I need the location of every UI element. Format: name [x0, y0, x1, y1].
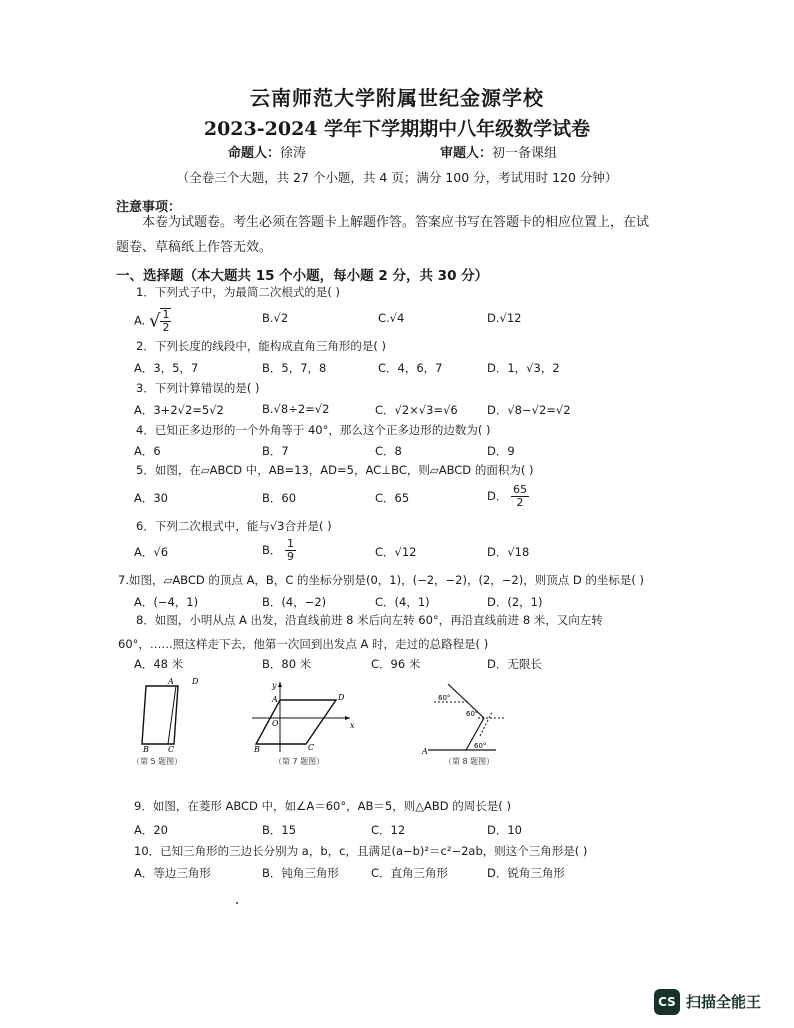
figure-q5	[128, 676, 208, 767]
fig7-label-d: D	[338, 693, 345, 702]
q1-option-c: C.√4	[378, 311, 405, 325]
q7-option-c: C．(4，1)	[375, 595, 430, 609]
q6-option-a: A．√6	[134, 545, 169, 559]
fig8-angle-1: 60°	[438, 694, 451, 702]
q8-option-c: C．96 米	[371, 657, 421, 671]
q6-fraction-denominator: 9	[287, 550, 295, 563]
q8-option-b: B．80 米	[262, 657, 312, 671]
q5-option-b: B．60	[262, 491, 297, 505]
question-10: 10．已知三角形的三边长分别为 a，b，c，且满足(a−b)²＝c²−2ab，则这个三角形是( )	[134, 844, 588, 858]
reviewer-name: 初一备课组	[492, 146, 558, 161]
section-heading: 一、选择题（本大题共 15 个小题，每小题 2 分，共 30 分）	[116, 268, 489, 284]
fig5-label-b: B	[143, 745, 149, 754]
reviewer-line	[440, 142, 557, 161]
question-2: 2．下列长度的线段中，能构成直角三角形的是( )	[136, 339, 386, 353]
q5-fraction-numerator: 65	[513, 483, 528, 496]
question-5: 5．如图，在▱ABCD 中，AB=13，AD=5，AC⊥BC，则▱ABCD 的面积为( )	[136, 463, 534, 477]
fig7-label-a: A	[272, 695, 278, 704]
fig5-caption: （第 5 题图）	[132, 757, 183, 766]
setter-label: 命题人：	[228, 146, 281, 161]
reviewer-label: 审题人：	[440, 146, 493, 161]
question-1: 1．下列式子中，为最简二次根式的是( )	[136, 285, 340, 299]
q3-option-b: B.√8÷2=√2	[262, 402, 330, 416]
q5-fraction-denominator: 2	[516, 496, 524, 509]
q9-option-a: A．20	[134, 823, 169, 837]
q2-option-b: B．5，7，8	[262, 361, 327, 375]
q3-option-a: A．3+2√2=5√2	[134, 403, 224, 417]
q6-option-b	[262, 538, 296, 563]
q1-option-a: A. √ $\frac{1}{2}$	[134, 308, 170, 334]
question-3: 3．下列计算错误的是( )	[136, 381, 260, 395]
question-6: 6．下列二次根式中，能与√3合并是( )	[136, 519, 332, 533]
setter-line	[228, 142, 306, 161]
fig8-label-a: A	[422, 747, 428, 756]
scanner-logo-icon: CS	[654, 989, 680, 1015]
fig5-label-c: C	[168, 745, 175, 754]
q9-option-c: C．12	[371, 823, 406, 837]
q5-option-d	[487, 484, 529, 509]
question-9: 9．如图，在菱形 ABCD 中，如∠A＝60°，AB＝5，则△ABD 的周长是( )	[134, 799, 511, 813]
q3-option-c: C．√2×√3=√6	[375, 403, 458, 417]
figure-q8	[418, 676, 528, 767]
q2-option-c: C．4，6，7	[378, 361, 443, 375]
q1-option-a-label: A.	[134, 313, 146, 328]
q6-option-b-label: B．	[262, 543, 282, 557]
q1-option-a-fraction: $\frac{1}{2}$	[162, 308, 170, 334]
q8-option-d: D．无限长	[487, 657, 542, 671]
q1-option-d: D.√12	[487, 311, 522, 325]
fig8-angle-3: 60°	[474, 742, 487, 750]
school-name: 云南师范大学附属世纪金源学校	[250, 86, 544, 110]
q4-option-b: B．7	[262, 444, 289, 458]
q10-option-c: C．直角三角形	[371, 866, 449, 880]
q4-option-a: A．6	[134, 444, 161, 458]
q6-option-c: C．√12	[375, 545, 417, 559]
fig8-angle-2: 60°	[466, 710, 479, 718]
parallelogram-figure	[128, 676, 208, 756]
fig7-label-c: C	[308, 743, 315, 752]
q8-option-a: A．48 米	[134, 657, 184, 671]
exam-title: 2023-2024 学年下学期期中八年级数学试卷	[203, 118, 591, 140]
fig8-caption: （第 8 题图）	[444, 757, 495, 766]
q6-option-b-fraction	[285, 538, 296, 563]
q9-option-d: D．10	[487, 823, 522, 837]
figure-q7	[250, 676, 360, 767]
q9-option-b: B．15	[262, 823, 297, 837]
fig7-label-b: B	[254, 745, 260, 754]
q2-option-a: A．3，5，7	[134, 361, 199, 375]
walking-path-figure	[418, 676, 528, 756]
scanner-watermark-text: 扫描全能王	[686, 993, 762, 1011]
q10-option-d: D．锐角三角形	[487, 866, 565, 880]
notice-body: 本卷为试题卷。考生必须在答题卡上解题作答。答案应书写在答题卡的相应位置上，在试题卷、草稿纸上作答无效。	[116, 215, 650, 255]
q6-option-d: D．√18	[487, 545, 530, 559]
notice-heading: 注意事项：	[116, 200, 182, 215]
q3-option-d: D．√8−√2=√2	[487, 403, 571, 417]
q5-option-c: C．65	[375, 491, 410, 505]
q5-option-a: A．30	[134, 491, 169, 505]
q4-option-d: D．9	[487, 444, 515, 458]
fig7-label-y: y	[272, 681, 277, 690]
question-7: 7.如图，▱ABCD 的顶点 A，B，C 的坐标分别是(0，1)，(−2，−2)，(2，−2)，则顶点 D 的坐标是( )	[118, 573, 645, 587]
q5-option-d-fraction	[511, 484, 529, 509]
fig7-caption: （第 7 题图）	[274, 757, 325, 766]
setter-name: 徐涛	[280, 146, 307, 161]
q2-option-d: D．1，√3，2	[487, 361, 560, 375]
q1-option-b: B.√2	[262, 311, 289, 325]
fig5-label-a: A	[168, 677, 174, 686]
fig5-label-d: D	[192, 677, 199, 686]
fig7-label-o: O	[272, 719, 279, 728]
q10-option-a: A．等边三角形	[134, 866, 211, 880]
fig7-label-x: x	[350, 721, 355, 730]
q7-option-b: B．(4，−2)	[262, 595, 327, 609]
coordinate-parallelogram-figure	[250, 676, 360, 756]
q4-option-c: C．8	[375, 444, 402, 458]
exam-info: （全卷三个大题，共 27 个小题，共 4 页；满分 100 分，考试用时 120 分钟）	[176, 170, 618, 185]
q5-option-d-label: D．	[487, 489, 508, 503]
question-8: 8．如图，小明从点 A 出发，沿直线前进 8 米后向左转 60°，再沿直线前进 8 米，又向左转 60°，……照这样走下去，他第一次回到出发点 A 时，走过的总路程是( )	[118, 613, 603, 651]
scan-speck	[236, 902, 238, 904]
question-4: 4．已知正多边形的一个外角等于 40°，那么这个正多边形的边数为( )	[136, 423, 491, 437]
q10-option-b: B．钝角三角形	[262, 866, 339, 880]
q6-fraction-numerator: 1	[287, 537, 295, 550]
q7-option-a: A．(−4，1)	[134, 595, 199, 609]
q7-option-d: D．(2，1)	[487, 595, 543, 609]
